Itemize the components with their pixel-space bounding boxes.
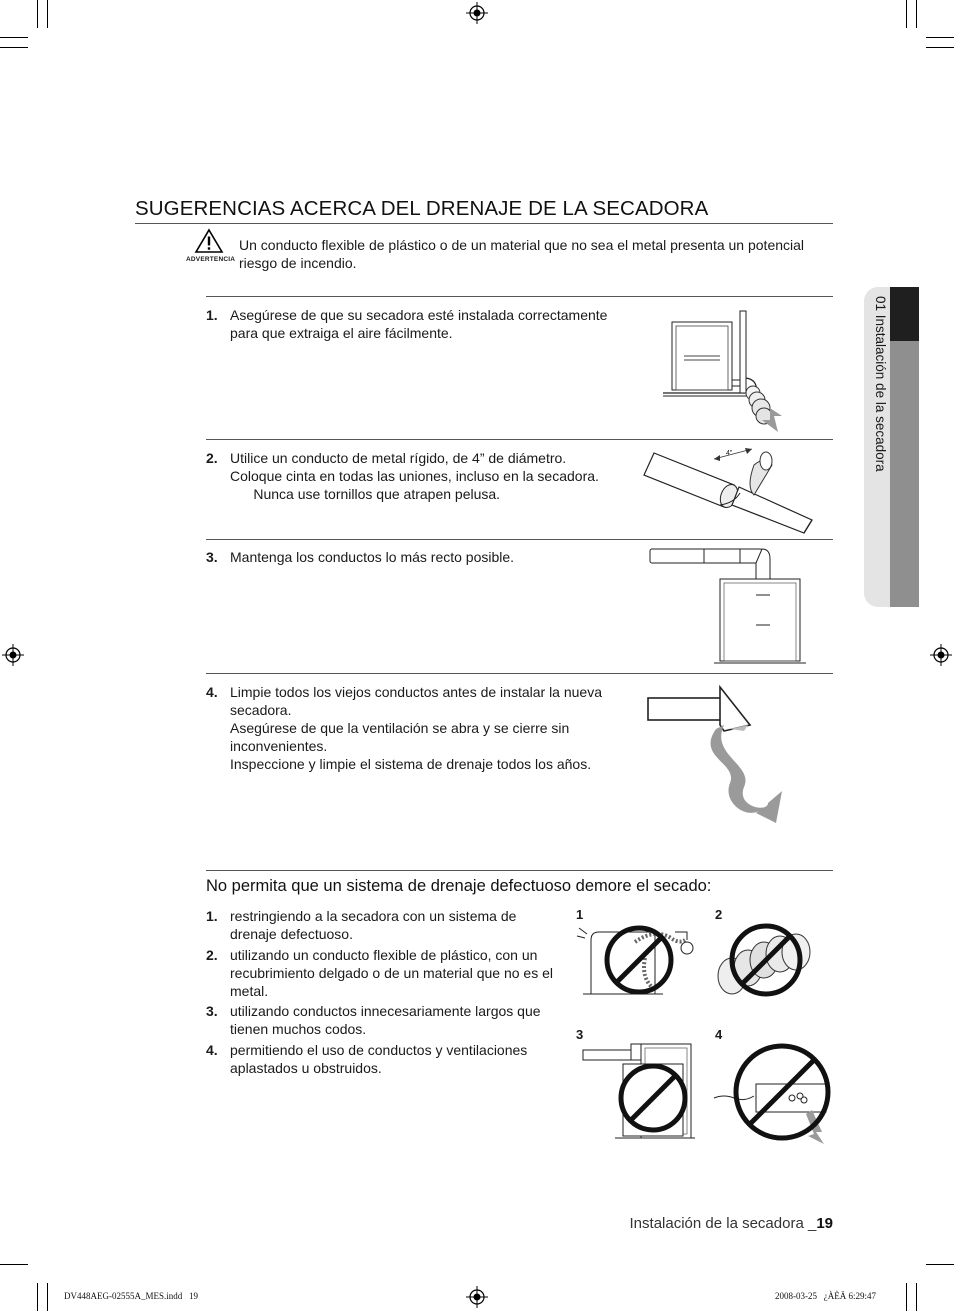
long-duct-elbows-illustration xyxy=(575,1040,700,1140)
page-number: 19 xyxy=(816,1215,833,1232)
step-line: Utilice un conducto de metal rígido, de 4” de diámetro. xyxy=(230,450,567,466)
cause-line: utilizando conductos innecesariamente largos que xyxy=(230,1003,541,1019)
figure-number: 1 xyxy=(576,907,584,922)
duct-diameter-label: 4" xyxy=(726,450,733,457)
dryer-installation-illustration xyxy=(660,308,795,433)
crop-mark xyxy=(47,1283,48,1311)
title-rule xyxy=(135,223,833,224)
crop-mark xyxy=(0,47,28,48)
divider xyxy=(206,439,833,440)
rigid-duct-illustration xyxy=(644,445,834,535)
cause-line: recubrimiento delgado o de un material que no es el xyxy=(230,965,553,981)
registration-mark-icon xyxy=(466,2,488,24)
crushed-vent-illustration xyxy=(712,1040,837,1144)
flexible-duct-illustration xyxy=(712,918,822,998)
warning-line: riesgo de incendio. xyxy=(239,255,357,271)
figure-number: 3 xyxy=(576,1027,584,1042)
step-line: Limpie todos los viejos conductos antes de instalar la nueva xyxy=(230,684,602,700)
cause-line: drenaje defectuoso. xyxy=(230,926,353,942)
warning-label: ADVERTENCIA xyxy=(186,256,236,263)
crop-mark xyxy=(906,1283,907,1311)
step-line: para que extraiga el aire fácilmente. xyxy=(230,325,453,341)
figure-number: 2 xyxy=(715,907,723,922)
cause-number: 2. xyxy=(206,947,218,963)
page-footer xyxy=(630,1215,833,1232)
side-tab-label: 01 Instalación de la secadora xyxy=(873,296,888,472)
registration-mark-icon xyxy=(2,644,24,666)
crop-mark xyxy=(37,1283,38,1311)
divider xyxy=(206,870,833,871)
divider xyxy=(206,673,833,674)
cause-line: aplastados u obstruidos. xyxy=(230,1060,382,1076)
crop-mark xyxy=(0,1264,28,1265)
step-line: Inspeccione y limpie el sistema de drenaje todos los años. xyxy=(230,756,592,772)
cause-number: 1. xyxy=(206,908,218,924)
side-tab-marker xyxy=(890,287,919,341)
step-line: inconvenientes. xyxy=(230,738,328,754)
crop-mark xyxy=(926,47,954,48)
step-line: Mantenga los conductos lo más recto posible. xyxy=(230,549,515,565)
vent-airflow-illustration xyxy=(644,685,814,827)
step-number: 1. xyxy=(206,307,218,323)
step-line: secadora. xyxy=(230,702,292,718)
cause-number: 4. xyxy=(206,1042,218,1058)
crop-mark xyxy=(906,0,907,28)
crop-mark xyxy=(926,1264,954,1265)
cause-line: metal. xyxy=(230,983,269,999)
divider xyxy=(206,539,833,540)
cause-line: permitiendo el uso de conductos y ventilaciones xyxy=(230,1042,528,1058)
divider xyxy=(206,296,833,297)
cause-line: restringiendo a la secadora con un sistema de xyxy=(230,908,517,924)
step-number: 3. xyxy=(206,549,218,565)
step-number: 4. xyxy=(206,684,218,700)
section-title: SUGERENCIAS ACERCA DEL DRENAJE DE LA SECADORA xyxy=(135,197,709,220)
registration-mark-icon xyxy=(930,644,952,666)
crop-mark xyxy=(926,37,954,38)
registration-mark-icon xyxy=(466,1286,488,1308)
side-tab-bar xyxy=(890,341,919,607)
step-line: Nunca use tornillos que atrapen pelusa. xyxy=(230,486,501,502)
figure-number: 4 xyxy=(715,1027,723,1042)
print-slug-file: DV448AEG-02555A_MES.indd 19 xyxy=(64,1291,198,1301)
crop-mark xyxy=(47,0,48,28)
cause-line: utilizando un conducto flexible de plástico, con un xyxy=(230,947,538,963)
warning-line: Un conducto flexible de plástico o de un material que no sea el metal presenta un potencial xyxy=(239,237,805,253)
subheading: No permita que un sistema de drenaje defectuoso demore el secado: xyxy=(206,877,712,895)
crop-mark xyxy=(37,0,38,28)
step-number: 2. xyxy=(206,450,218,466)
step-line: Coloque cinta en todas las uniones, incluso en la secadora. xyxy=(230,468,599,484)
footer-text: Instalación de la secadora _ xyxy=(629,1215,817,1232)
print-slug-date: 2008-03-25 ¿ÀÈÄ 6:29:47 xyxy=(775,1291,876,1301)
warning-text xyxy=(239,236,839,272)
restricted-vent-illustration xyxy=(575,918,700,998)
crop-mark xyxy=(0,37,28,38)
crop-mark xyxy=(916,0,917,28)
crop-mark xyxy=(916,1283,917,1311)
straight-duct-illustration xyxy=(644,545,809,667)
step-line: Asegúrese de que su secadora esté instalada correctamente xyxy=(230,307,608,323)
cause-number: 3. xyxy=(206,1003,218,1019)
cause-line: tienen muchos codos. xyxy=(230,1021,367,1037)
warning-triangle-icon xyxy=(195,229,223,253)
step-line: Asegúrese de que la ventilación se abra y se cierre sin xyxy=(230,720,570,736)
